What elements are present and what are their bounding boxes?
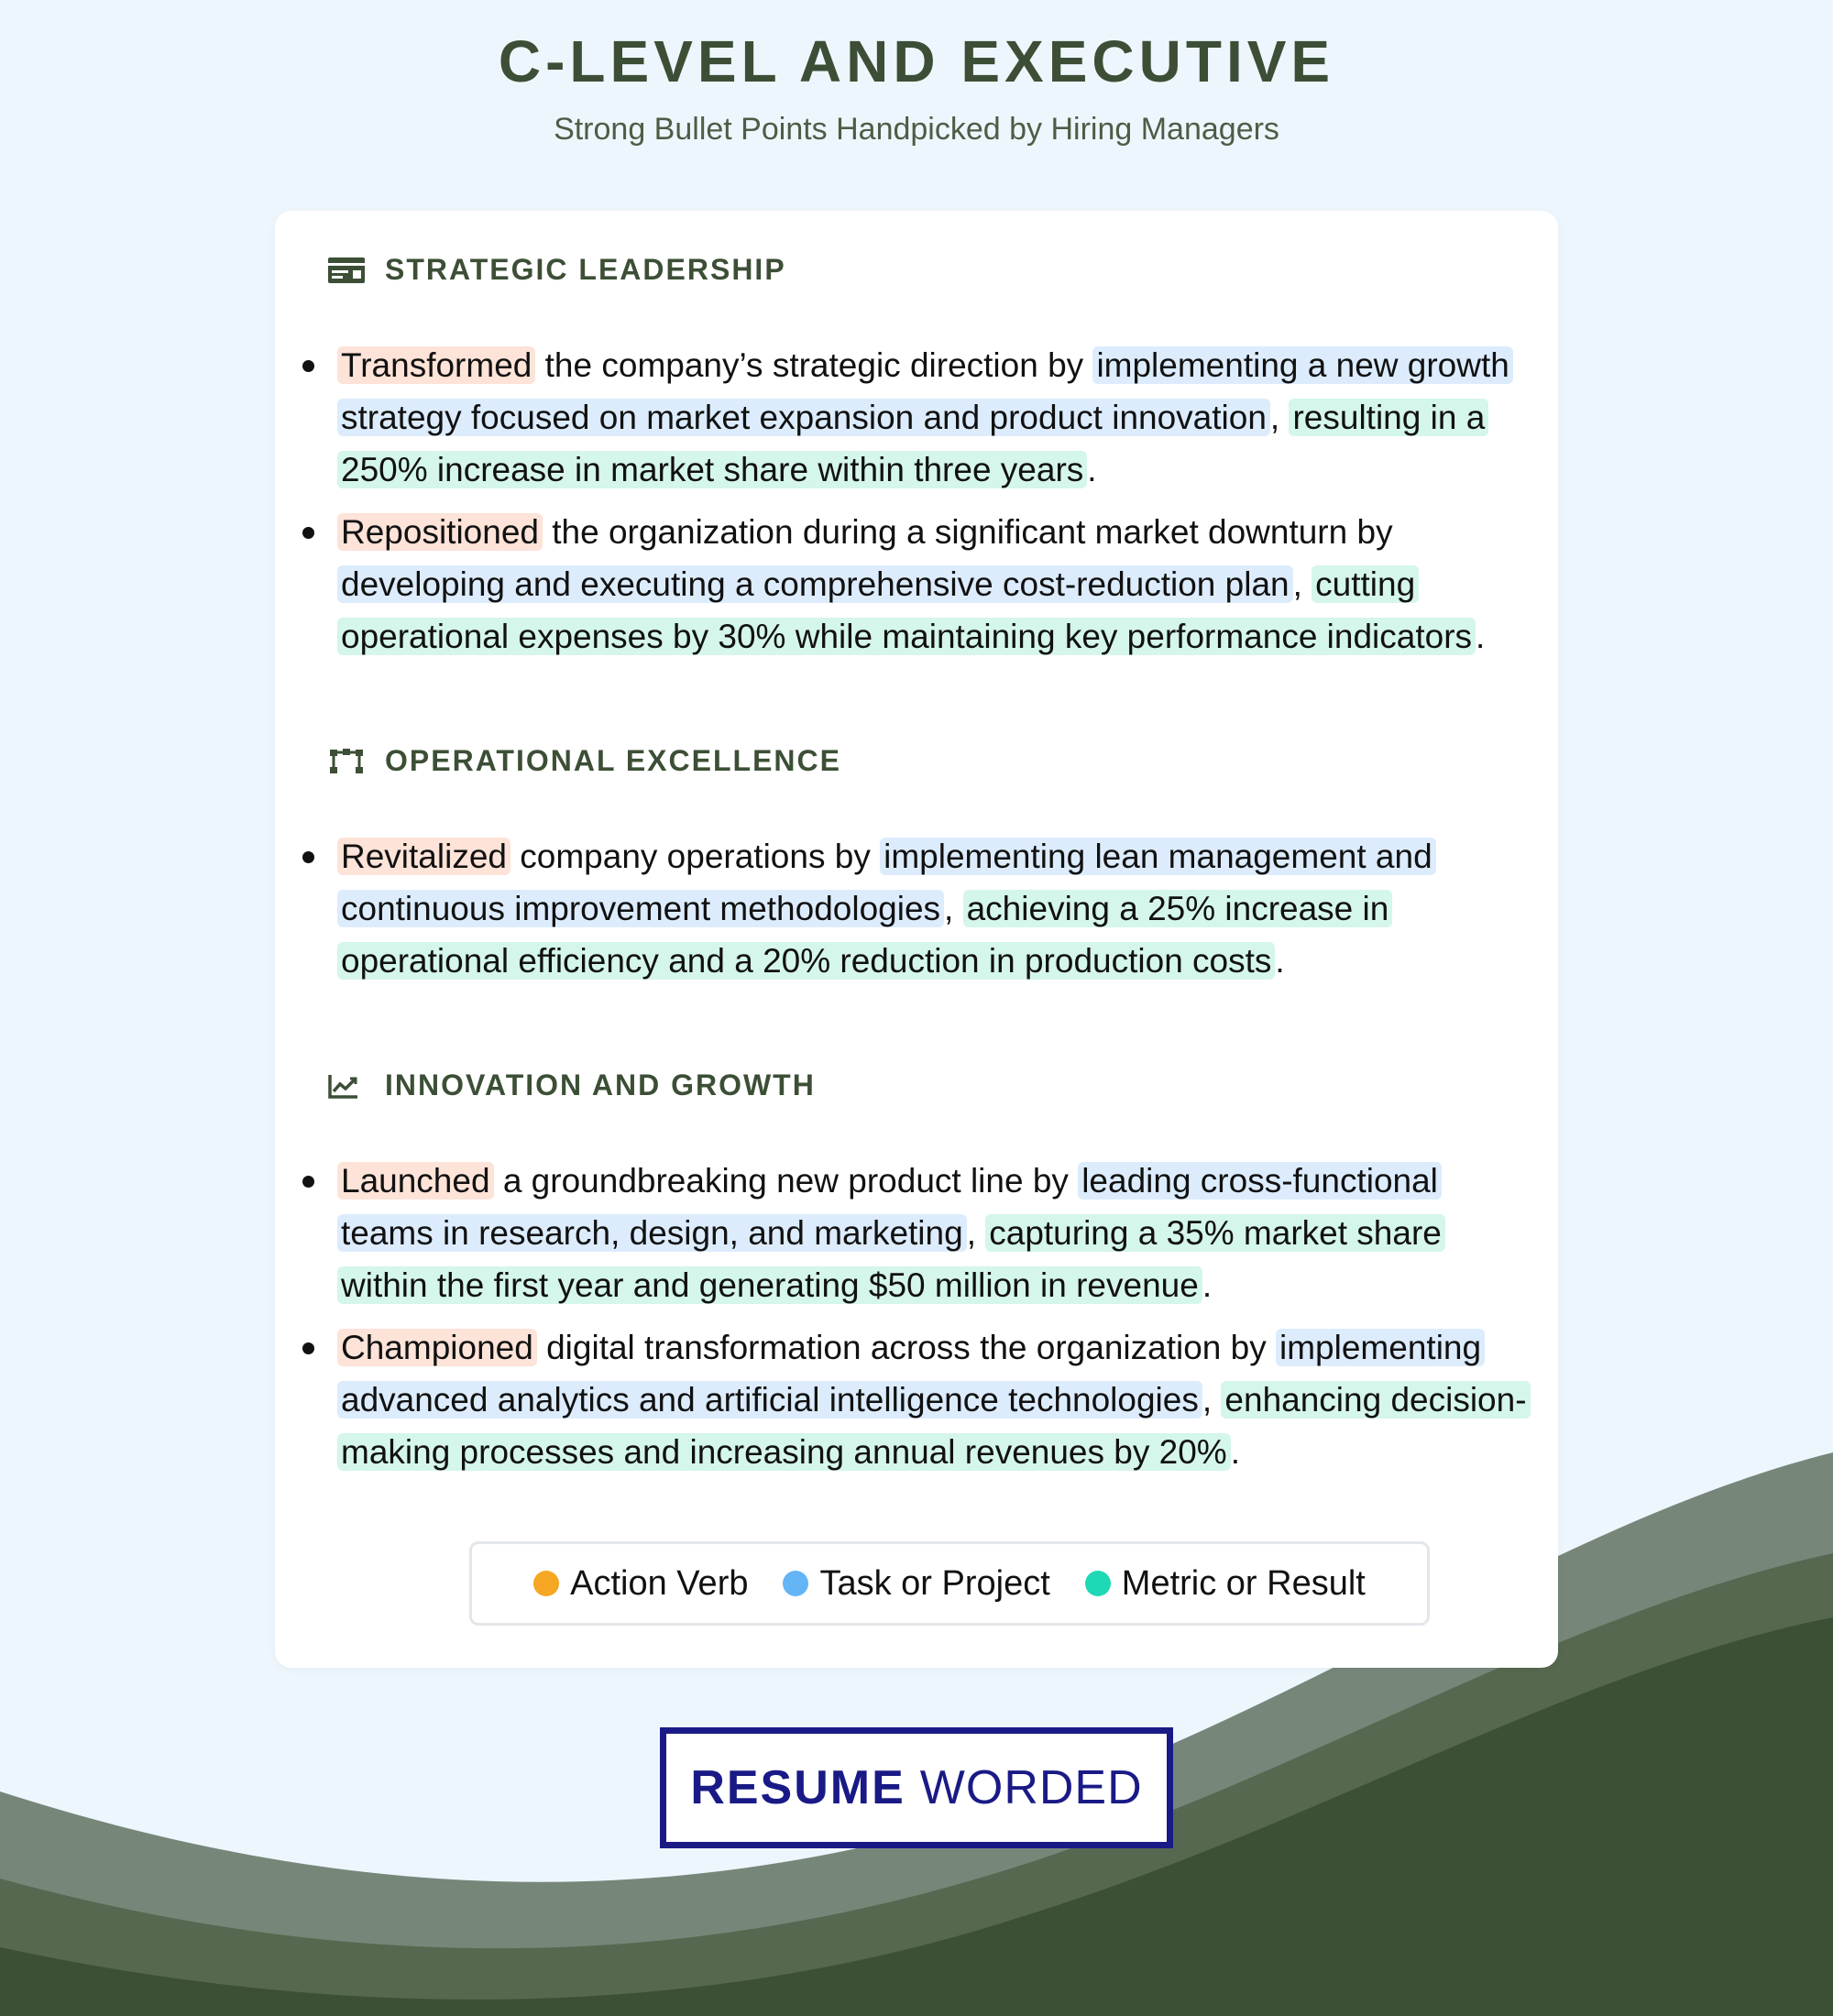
bullet-list-operational-excellence <box>301 830 1529 997</box>
action-verb: Launched <box>337 1162 494 1200</box>
list-item <box>301 506 1529 663</box>
legend-item-action-verb <box>533 1564 748 1604</box>
action-verb: Repositioned <box>337 513 543 551</box>
task-dot-icon <box>783 1571 808 1596</box>
separator-text: , <box>944 890 963 927</box>
action-verb: Championed <box>337 1329 537 1366</box>
workflow-icon <box>328 747 365 776</box>
section-header-strategic-leadership <box>328 253 786 287</box>
connector-text: the company’s strategic direction by <box>535 346 1093 384</box>
highlight-legend <box>469 1541 1430 1626</box>
page-title: C-LEVEL AND EXECUTIVE <box>498 28 1335 94</box>
resume-worded-logo <box>660 1727 1173 1848</box>
section-header-innovation-and-growth <box>328 1068 816 1102</box>
bullet-list-innovation-and-growth <box>301 1155 1529 1488</box>
legend-item-metric-or-result <box>1085 1564 1366 1604</box>
section-title: OPERATIONAL EXCELLENCE <box>385 744 841 777</box>
separator-text: , <box>1292 565 1312 603</box>
separator-text: , <box>1202 1381 1222 1419</box>
logo-bold-text: RESUME <box>690 1761 906 1814</box>
legend-item-task-or-project <box>783 1564 1049 1604</box>
task-text: implementing a new growth strategy focused on market expansion and product innovation <box>337 346 1513 436</box>
end-punctuation: . <box>1275 942 1285 980</box>
list-item <box>301 830 1529 987</box>
page-header <box>0 27 1833 148</box>
page-subtitle: Strong Bullet Points Handpicked by Hiring Managers <box>554 112 1279 147</box>
task-text: implementing advanced analytics and artificial intelligence technologies <box>337 1329 1485 1419</box>
end-punctuation: . <box>1087 451 1097 488</box>
connector-text: the organization during a significant market downturn by <box>542 513 1393 551</box>
list-item <box>301 339 1529 496</box>
connector-text: company operations by <box>510 838 881 875</box>
action-verb-dot-icon <box>533 1571 559 1596</box>
legend-label: Task or Project <box>819 1563 1050 1603</box>
section-title: INNOVATION AND GROWTH <box>385 1068 816 1101</box>
metric-text: capturing a 35% market share within the first year and generating $50 million in revenue <box>337 1214 1445 1304</box>
metric-text: cutting operational expenses by 30% while maintaining key performance indicators <box>337 565 1476 655</box>
task-text: implementing lean management and continuous improvement methodologies <box>337 838 1436 927</box>
metric-dot-icon <box>1085 1571 1111 1596</box>
connector-text: digital transformation across the organization by <box>536 1329 1277 1366</box>
line-chart-icon <box>328 1071 365 1101</box>
id-card-icon <box>328 256 365 285</box>
metric-text: resulting in a 250% increase in market share within three years <box>337 399 1488 488</box>
metric-text: achieving a 25% increase in operational efficiency and a 20% reduction in production costs <box>337 890 1392 980</box>
bullet-list-strategic-leadership <box>301 339 1529 673</box>
legend-label: Action Verb <box>570 1563 749 1603</box>
separator-text: , <box>1269 399 1290 436</box>
separator-text: , <box>966 1214 986 1252</box>
end-punctuation: . <box>1230 1433 1240 1471</box>
action-verb: Revitalized <box>337 838 510 875</box>
logo-light-text: WORDED <box>919 1761 1143 1814</box>
section-title: STRATEGIC LEADERSHIP <box>385 253 786 286</box>
end-punctuation: . <box>1202 1266 1213 1304</box>
bullet-points-card <box>275 211 1558 1668</box>
list-item <box>301 1155 1529 1311</box>
metric-text: enhancing decision-making processes and increasing annual revenues by 20% <box>337 1381 1531 1471</box>
legend-label: Metric or Result <box>1121 1563 1366 1603</box>
section-header-operational-excellence <box>328 744 841 778</box>
list-item <box>301 1321 1529 1478</box>
end-punctuation: . <box>1476 618 1486 655</box>
task-text: leading cross-functional teams in research, design, and marketing <box>337 1162 1442 1252</box>
task-text: developing and executing a comprehensive cost-reduction plan <box>337 565 1293 603</box>
action-verb: Transformed <box>337 346 535 384</box>
connector-text: a groundbreaking new product line by <box>493 1162 1079 1200</box>
